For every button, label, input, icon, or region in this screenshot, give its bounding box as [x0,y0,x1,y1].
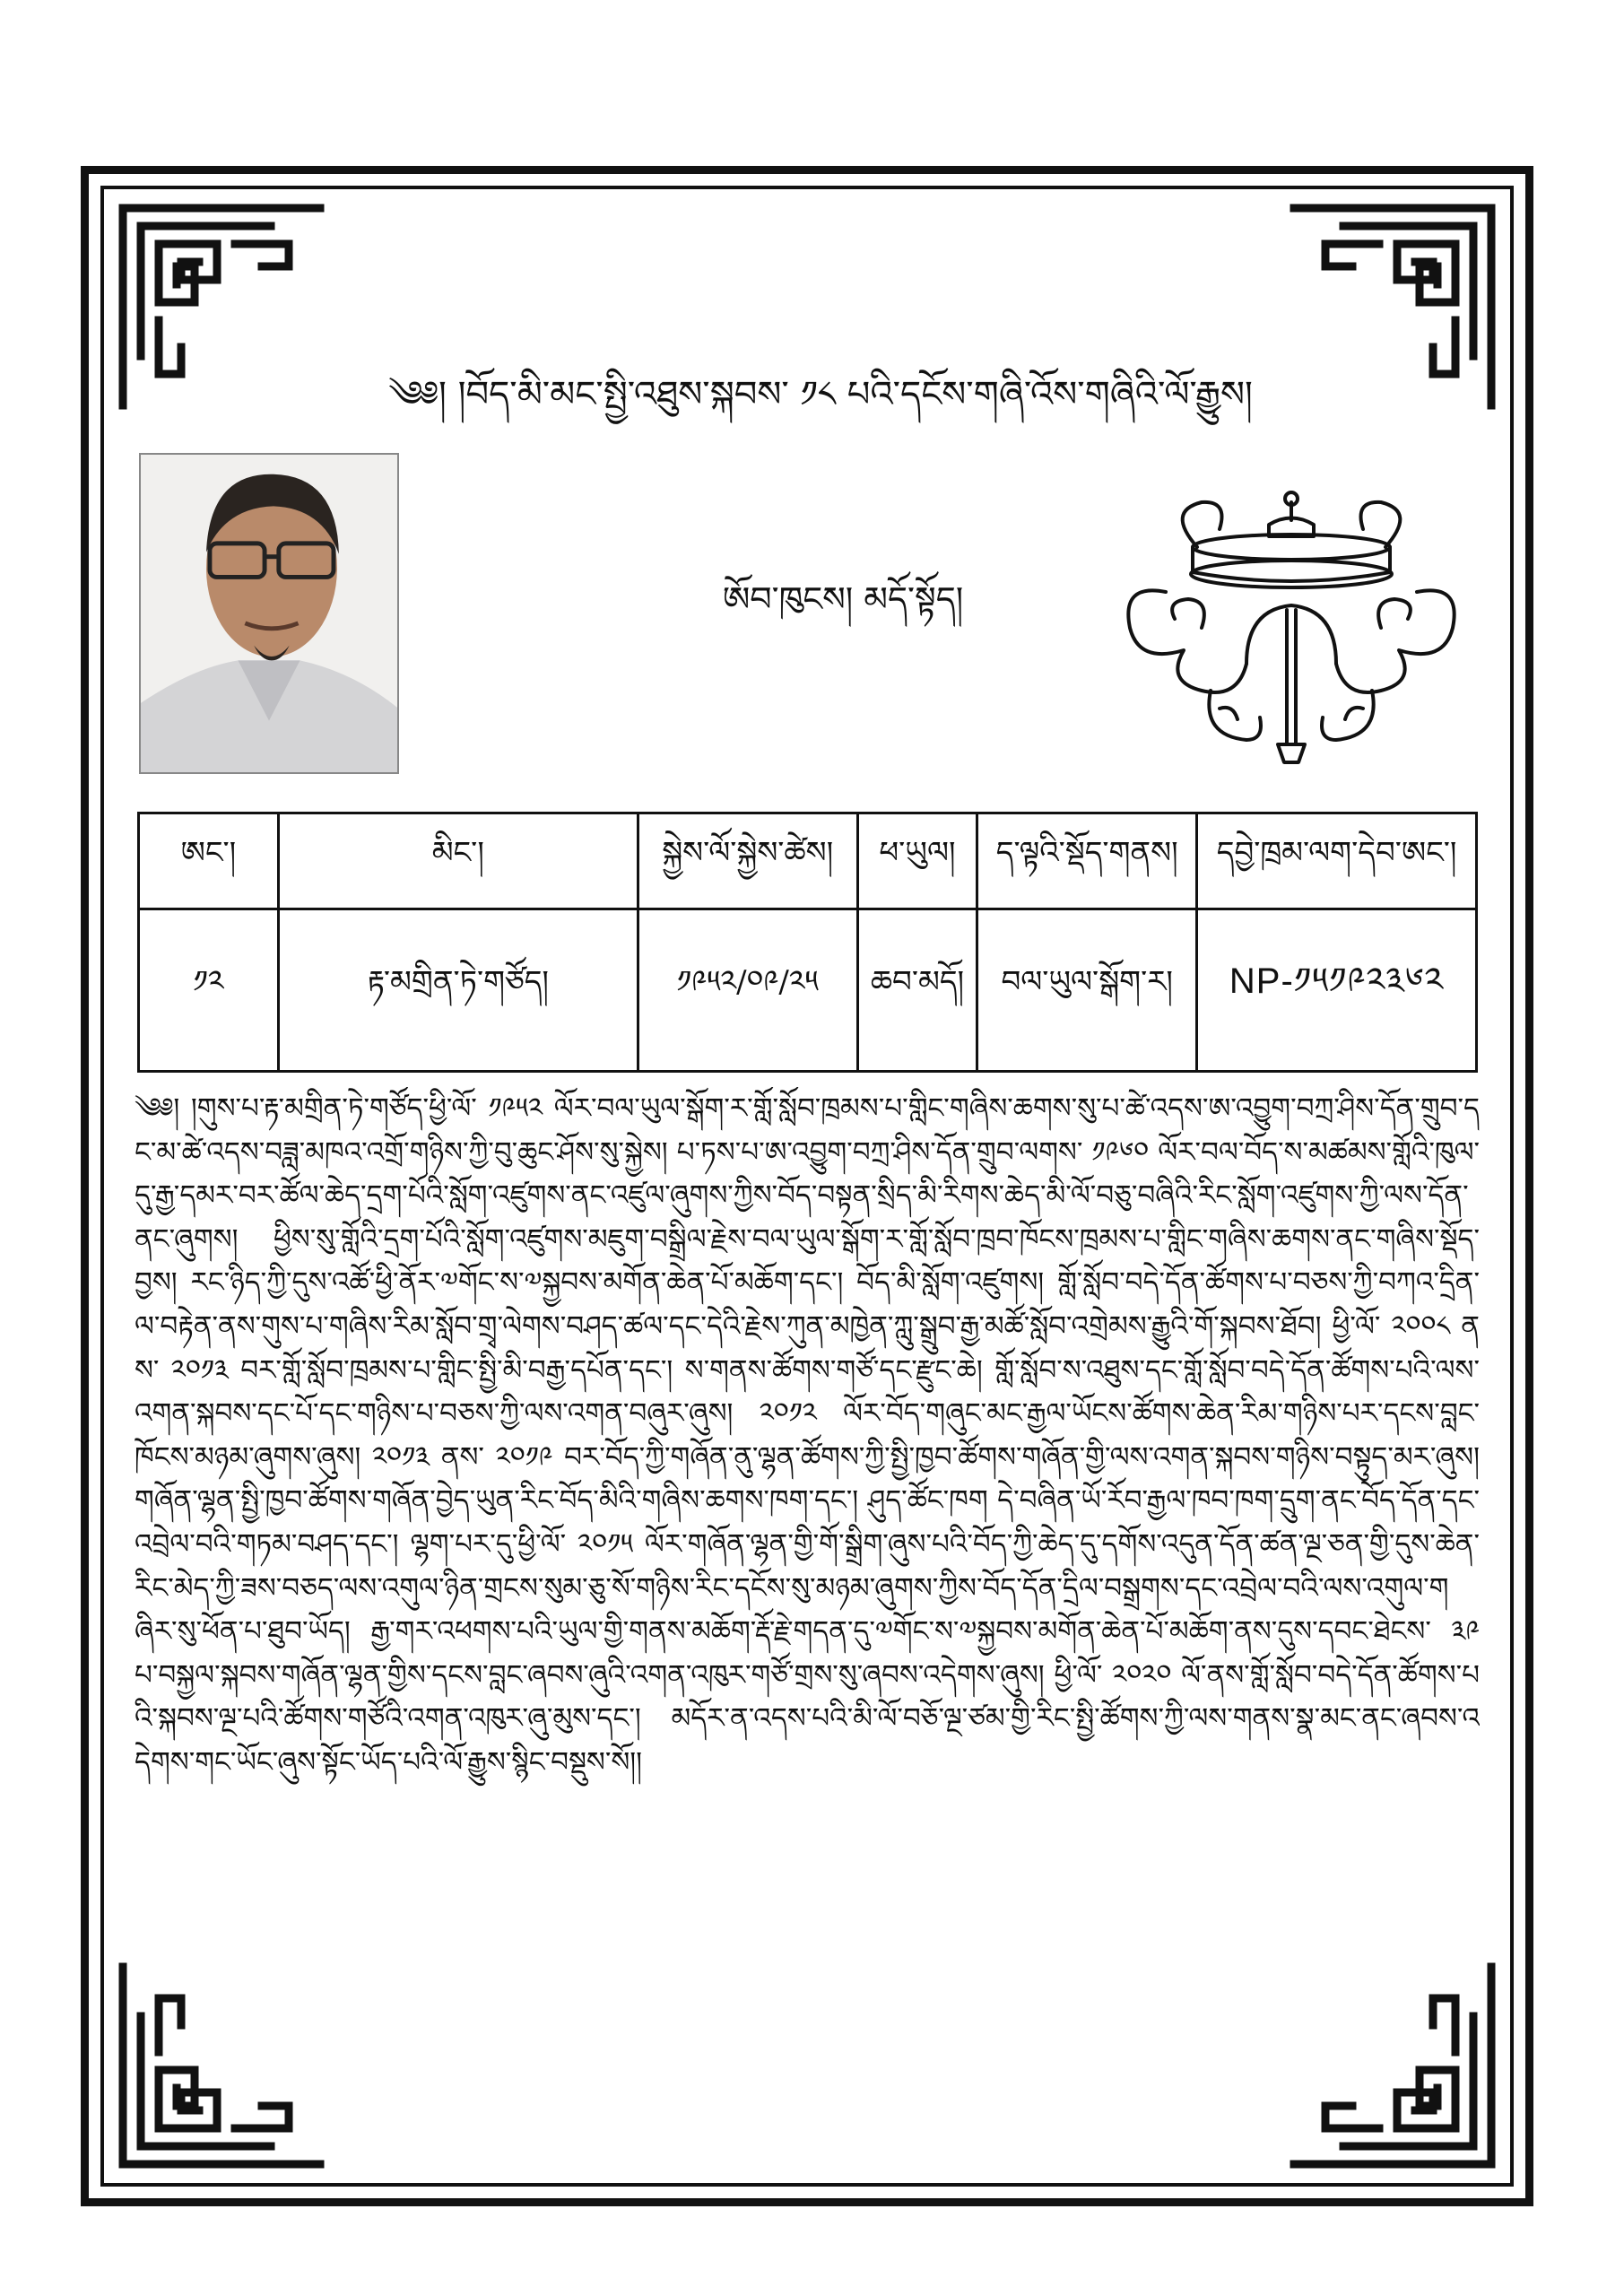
table-header-row [139,813,1477,909]
cell-green-book-number: NP-༡༥༡༩༢༣༦༢ [1197,909,1477,1072]
header-name: མིང་། [278,813,638,909]
candidate-info-table [137,812,1478,1073]
corner-ornament-bottom-left [109,1953,334,2178]
cell-name: རྟ་མགྲིན་ཏེ་གཙོད། [278,909,638,1072]
cell-birthdate: ༡༩༥༢/༠༩/༢༥ [638,909,857,1072]
header-residence: ད་ལྟའི་སྡོད་གནས། [977,813,1197,909]
header-hometown: ཕ་ཡུལ། [857,813,977,909]
corner-ornament-bottom-right [1281,1953,1505,2178]
page-title: ༄༅། །བོད་མི་མང་སྤྱི་འཐུས་སྐབས་ ༡༨ པའི་དངོས་གཞི་འོས་གཞིའི་ལོ་རྒྱུས། [388,374,1253,415]
candidate-photo [139,453,399,774]
constituency-label: ཨོབ་ཁུངས། མདོ་སྟོད། [722,579,964,619]
biography-text: ༄༅། །གུས་པ་རྟ་མགྲིན་ཏེ་གཙོད་ཕྱི་ལོ་ ༡༩༥༢ ལོར་བལ་ཡུལ་སྒོག་ར་གློ་སློབ་ཁྲམས་པ་གླིང་གཞིས་ཆགས་སུ་པ་ཚེ་འདས་ཨ་འབྱུག་བཀྲ་ཤིས་དོན་གྲུབ་དང་མ་ཚེ་འདས་བཟླ་མཁའ་འགྲོ་གཉིས་ཀྱི་བུ་ཆུང་ཤོས་སུ་སྐྱེས། པ་ཏས་པ་ཨ་འབྱུག་བཀྲ་ཤིས་དོན་གྲུབ་ལགས་ ༡༩༦༠ ལོར་བལ་བོད་ས་མཚམས་གློའི་ཁུལ་དུ་རྒྱ་དམར་བར་ཚོལ་ཆེད་དྲག་པོའི་སློག་འཛུགས་ནང་འཛུལ་ཞུགས་ཀྱིས་བོད་བསྟན་སྲིད་མི་རིགས་ཆེད་མི་ལོ་བཅུ་བཞིའི་རིང་སློག་འཛུགས་ཀྱི་ལས་དོན་ནང་ཞུགས། ཕྱིས་སུ་གློའི་དྲག་པོའི་སློག་འཛུགས་མཇུག་བསྒྲིལ་རྗེས་བལ་ཡུལ་སྒོག་ར་གློ་སློབ་ཁྲབ་ཁོངས་ཁྲམས་པ་གླིང་གཞིས་ཆགས་ནང་གཞིས་སྡོད་བྱས། རང་ཉིད་ཀྱི་དུས་འཚོ་ཕྱི་ནོར་༧གོང་ས་༧སྐྱབས་མགོན་ཆེན་པོ་མཆོག་དང་། བོད་མི་སློག་འཛུགས། གློ་སློབ་བདེ་དོན་ཚོགས་པ་བཅས་ཀྱི་བཀའ་དྲིན་ལ་བརྟེན་ནས་གུས་པ་གཞིས་རིམ་སློབ་གྲྭ་ལེགས་བཤད་ཚལ་དང་དེའི་རྗེས་ཀུན་མཁྱེན་ཀླུ་སྒྲུབ་རྒྱ་མཚོ་སློབ་འགྲེམས་རྒྱུའི་གོ་སྐབས་ཐོབ། ཕྱི་ལོ་ ༢༠༠༨ ནས་ ༢༠༡༣ བར་གློ་སློབ་ཁྲམས་པ་གླིང་སྤྱི་མི་བརྒྱ་དཔོན་དང་། ས་གནས་ཚོགས་གཙོ་དང་རྫུང་ཆེ། གློ་སློབ་ས་འཐུས་དང་གློ་སློབ་བདེ་དོན་ཚོགས་པའི་ལས་འགན་སྐབས་དང་པོ་དང་གཉིས་པ་བཅས་ཀྱི་ལས་འགན་བཞུར་ཞུས། ༢༠༡༢ ལོར་བོད་གཞུང་མང་རྒྱལ་ཡོངས་ཚོགས་ཆེན་རིམ་གཉིས་པར་དངས་བླང་ཁོངས་མཉམ་ཞུགས་ཞུས། ༢༠༡༣ ནས་ ༢༠༡༩ བར་བོད་ཀྱི་གཞོན་ནུ་ལྷན་ཚོགས་ཀྱི་སྤྱི་ཁྱབ་ཚོགས་གཞོན་གྱི་ལས་འགན་སྐབས་གཉིས་བསྟུད་མར་ཞུས། གཞོན་ལྷན་སྤྱི་ཁྱབ་ཚོགས་གཞོན་བྱེད་ཡུན་རིང་བོད་མིའི་གཞིས་ཆགས་ཁག་དང་། ཤུད་ཚོང་ཁག དེ་བཞིན་ཡོ་རོབ་རྒྱལ་ཁབ་ཁག་དྲུག་ནང་བོད་དོན་དང་འབྲེལ་བའི་གཏམ་བཤད་དང་། ལྷག་པར་དུ་ཕྱི་ལོ་ ༢༠༡༥ ལོར་གཞོན་ལྷན་གྱི་གོ་སྒྲིག་ཞུས་པའི་བོད་ཀྱི་ཆེད་དུ་དགོས་འདུན་དོན་ཚན་ལྔ་ཅན་གྱི་དུས་ཆེན་རིང་མེད་ཀྱི་ཟས་བཅད་ལས་འགུལ་ཉིན་གྲངས་སུམ་ཅུ་སོ་གཉིས་རིང་དངོས་སུ་མཉམ་ཞུགས་ཀྱིས་བོད་དོན་དྲིལ་བསྒྲགས་དང་འབྲེལ་བའི་ལས་འགུལ་གཞིར་སུ་ཕོན་པ་ཐུབ་ཡོད། རྒྱ་གར་འཕགས་པའི་ཡུལ་གྱི་གནས་མཆོག་རྡོ་རྗེ་གདན་དུ་༧གོང་ས་༧སྐྱབས་མགོན་ཆེན་པོ་མཆོག་ནས་དུས་དབང་ཐེངས་ ༣༩ པ་བསྐྱལ་སྐབས་གཞོན་ལྷན་གྱིས་དངས་བླང་ཞབས་ཞུའི་འགན་འཁུར་གཙོ་གྲས་སུ་ཞབས་འདེགས་ཞུས། ཕྱི་ལོ་ ༢༠༢༠ ལོ་ནས་གློ་སློབ་བདེ་དོན་ཚོགས་པའི་སྐབས་ལྔ་པའི་ཚོགས་གཙོའི་འགན་འཁུར་ཞུ་མུས་དང་། མདོར་ན་འདས་པའི་མི་ལོ་བཅོ་ལྔ་ཙམ་གྱི་རིང་སྤྱི་ཚོགས་ཀྱི་ལས་གནས་སྣ་མང་ནང་ཞབས་འདེགས་གང་ཡོང་ཞུས་སྟོང་ཡོད་པའི་ལོ་རྒྱུས་སྙིང་བསྡུས་སོ།། [135,1092,1480,1779]
header-green-book-number: དབྱེ་ཁྲམ་ལག་དེབ་ཨང་། [1197,813,1477,909]
cell-number: ༡༢ [139,909,279,1072]
cell-residence: བལ་ཡུལ་སྒོག་ར། [977,909,1197,1072]
corner-ornament-top-left [109,195,334,419]
header-birthdate: སྐྱེས་ལོ་སྐྱེས་ཚེས། [638,813,857,909]
cell-hometown: ཆབ་མདོ། [857,909,977,1072]
dharma-emblem-icon [1112,484,1471,780]
table-row [139,909,1477,1072]
header-number: ཨང་། [139,813,279,909]
